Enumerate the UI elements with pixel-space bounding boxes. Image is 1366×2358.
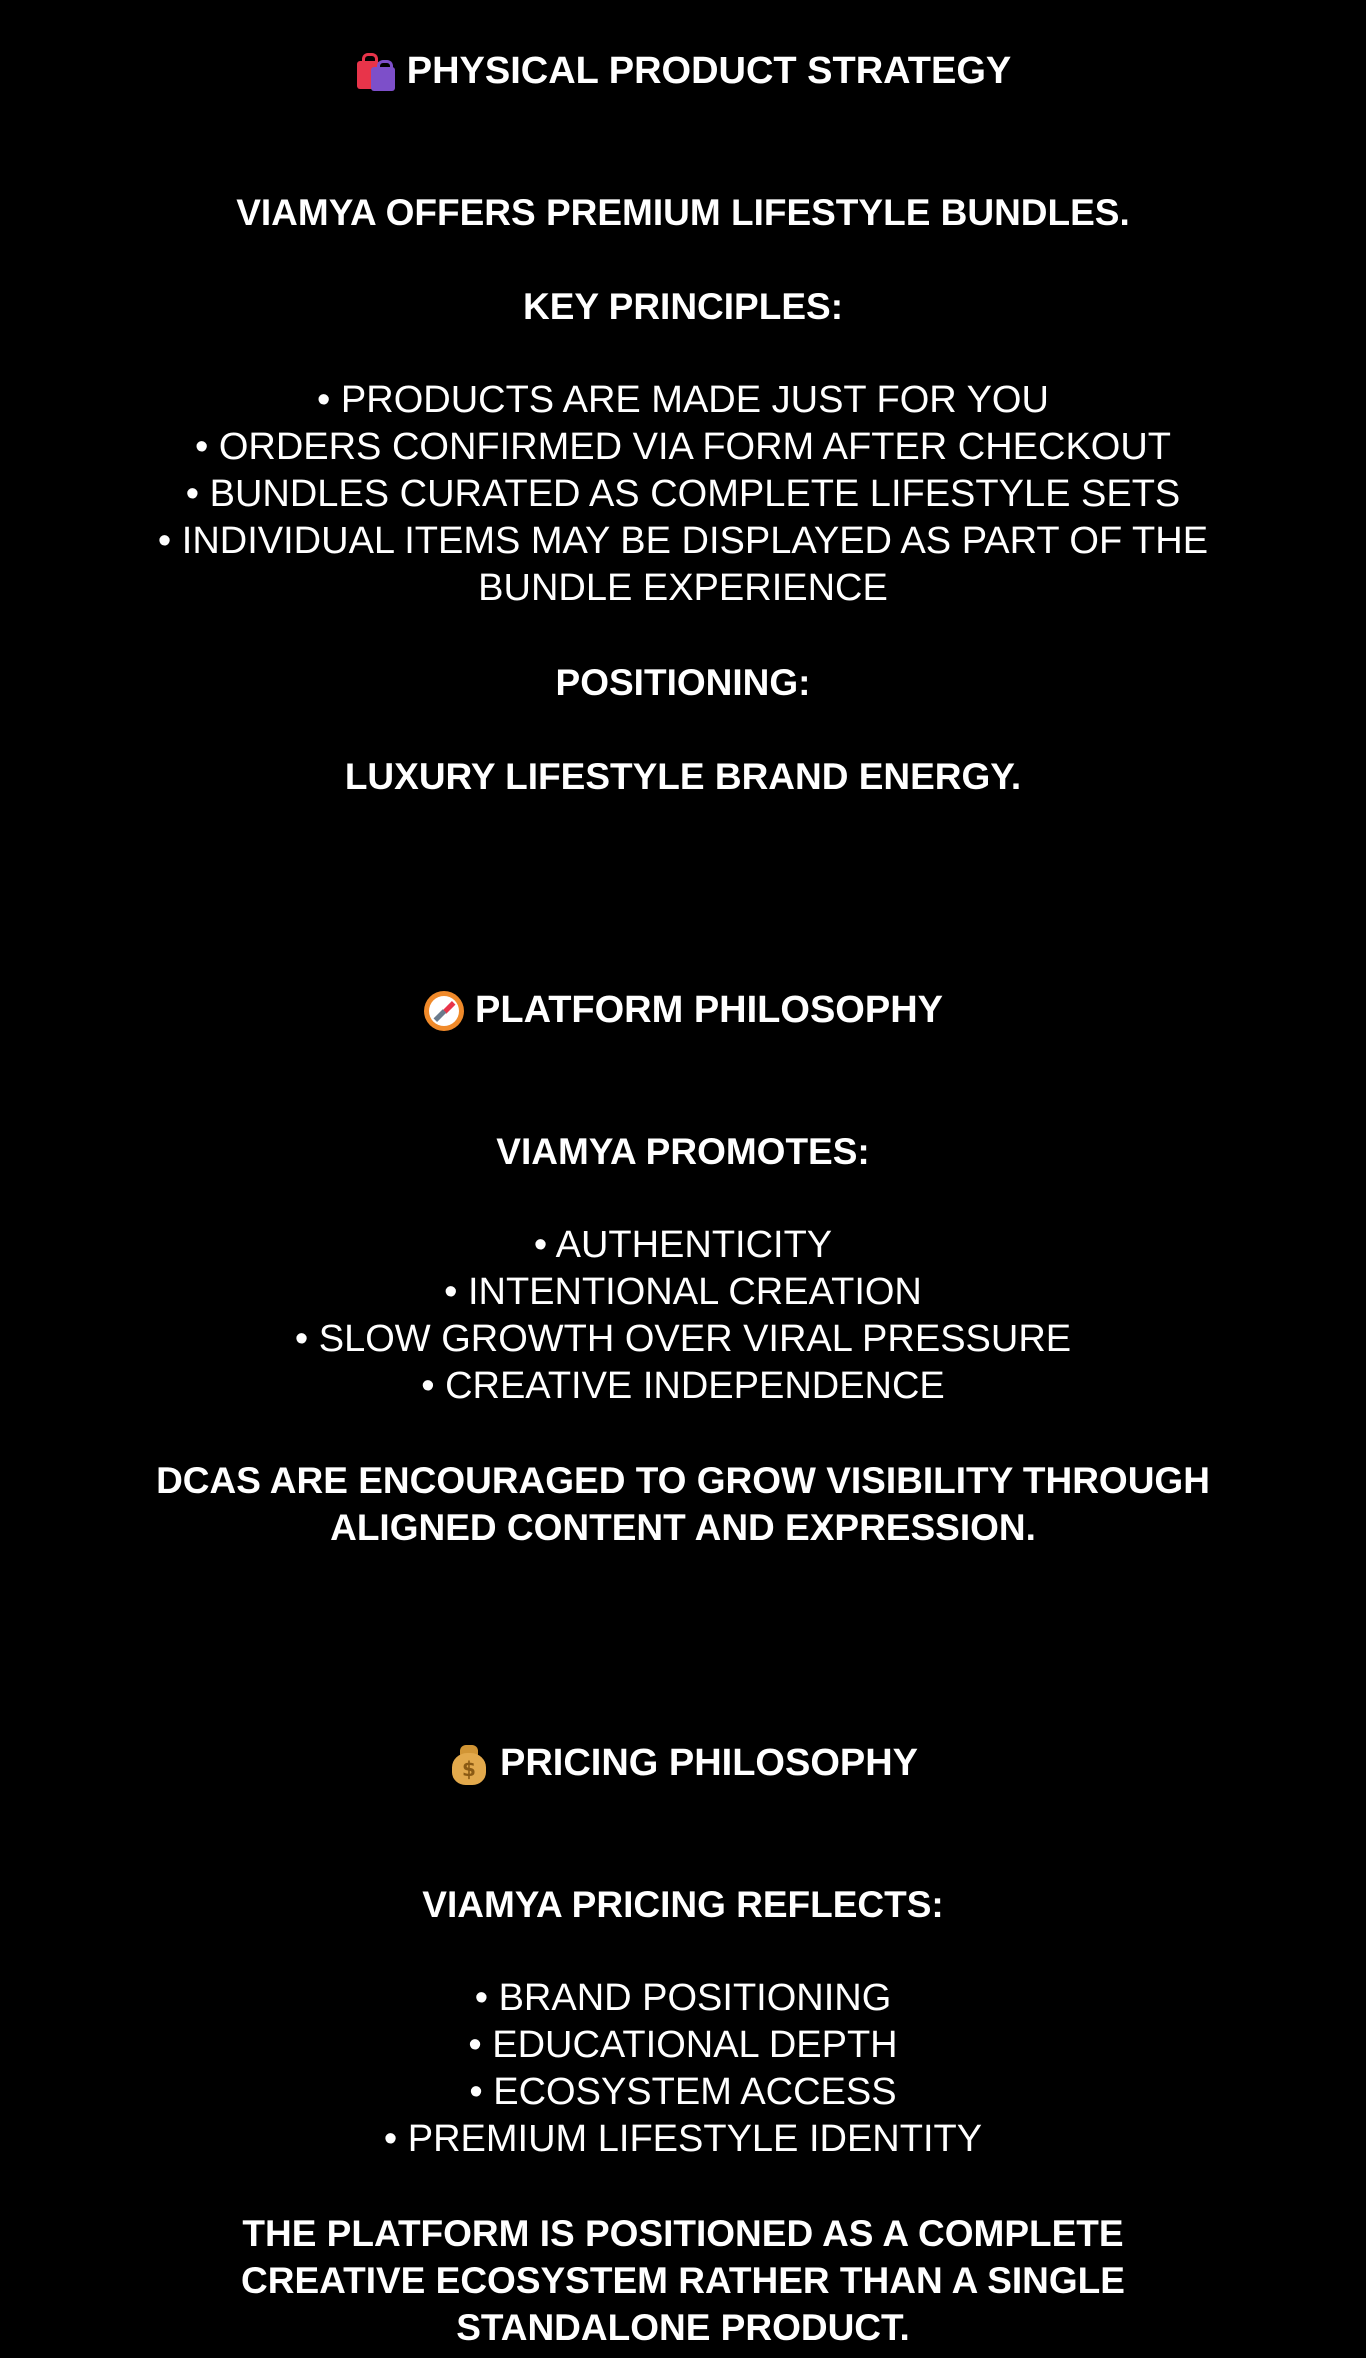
platform-philosophy-title: PLATFORM PHILOSOPHY bbox=[475, 989, 943, 1031]
platform-philosophy-section bbox=[0, 987, 1366, 1551]
platform-philosophy-lead: VIAMYA PROMOTES: bbox=[496, 1131, 870, 1172]
physical-product-heading bbox=[0, 48, 1366, 95]
platform-philosophy-heading bbox=[0, 987, 1366, 1034]
money-bag-icon: $ bbox=[448, 1743, 490, 1785]
pricing-philosophy-closing: THE PLATFORM IS POSITIONED AS A COMPLETE CREATIVE ECOSYSTEM RATHER THAN A SINGLE STANDALONE PRODUCT. bbox=[241, 2213, 1125, 2348]
list-item: • CREATIVE INDEPENDENCE bbox=[421, 1365, 945, 1407]
pricing-factors-list bbox=[0, 1975, 1366, 2163]
list-item: • EDUCATIONAL DEPTH bbox=[468, 2024, 898, 2066]
list-item: • ORDERS CONFIRMED VIA FORM AFTER CHECKOUT bbox=[194, 426, 1172, 468]
positioning-label: POSITIONING: bbox=[555, 662, 811, 703]
physical-product-section bbox=[0, 48, 1366, 800]
platform-values-list bbox=[0, 1222, 1366, 1410]
key-principles-label: KEY PRINCIPLES: bbox=[522, 286, 844, 327]
list-item: • SLOW GROWTH OVER VIRAL PRESSURE bbox=[294, 1318, 1072, 1360]
pricing-philosophy-title: PRICING PHILOSOPHY bbox=[499, 1742, 919, 1784]
list-item: • ECOSYSTEM ACCESS bbox=[469, 2071, 897, 2113]
list-item: • INTENTIONAL CREATION bbox=[444, 1271, 922, 1313]
platform-philosophy-closing: DCAS ARE ENCOURAGED TO GROW VISIBILITY THROUGH ALIGNED CONTENT AND EXPRESSION. bbox=[156, 1460, 1210, 1548]
list-item: • PREMIUM LIFESTYLE IDENTITY bbox=[383, 2118, 983, 2160]
shopping-bags-icon bbox=[355, 51, 397, 93]
list-item: • BRAND POSITIONING bbox=[474, 1977, 892, 2019]
list-item: • INDIVIDUAL ITEMS MAY BE DISPLAYED AS PART OF THE BUNDLE EXPERIENCE bbox=[157, 520, 1209, 609]
pricing-philosophy-section bbox=[0, 1740, 1366, 2351]
list-item: • BUNDLES CURATED AS COMPLETE LIFESTYLE SETS bbox=[185, 473, 1181, 515]
physical-product-lead: VIAMYA OFFERS PREMIUM LIFESTYLE BUNDLES. bbox=[236, 192, 1130, 233]
key-principles-list bbox=[153, 377, 1213, 612]
compass-icon bbox=[423, 990, 465, 1032]
physical-product-title: PHYSICAL PRODUCT STRATEGY bbox=[406, 50, 1012, 92]
list-item: • PRODUCTS ARE MADE JUST FOR YOU bbox=[317, 379, 1049, 421]
positioning-value: LUXURY LIFESTYLE BRAND ENERGY. bbox=[344, 756, 1022, 797]
pricing-philosophy-heading bbox=[0, 1740, 1366, 1787]
pricing-philosophy-lead: VIAMYA PRICING REFLECTS: bbox=[422, 1884, 944, 1925]
list-item: • AUTHENTICITY bbox=[533, 1224, 833, 1266]
